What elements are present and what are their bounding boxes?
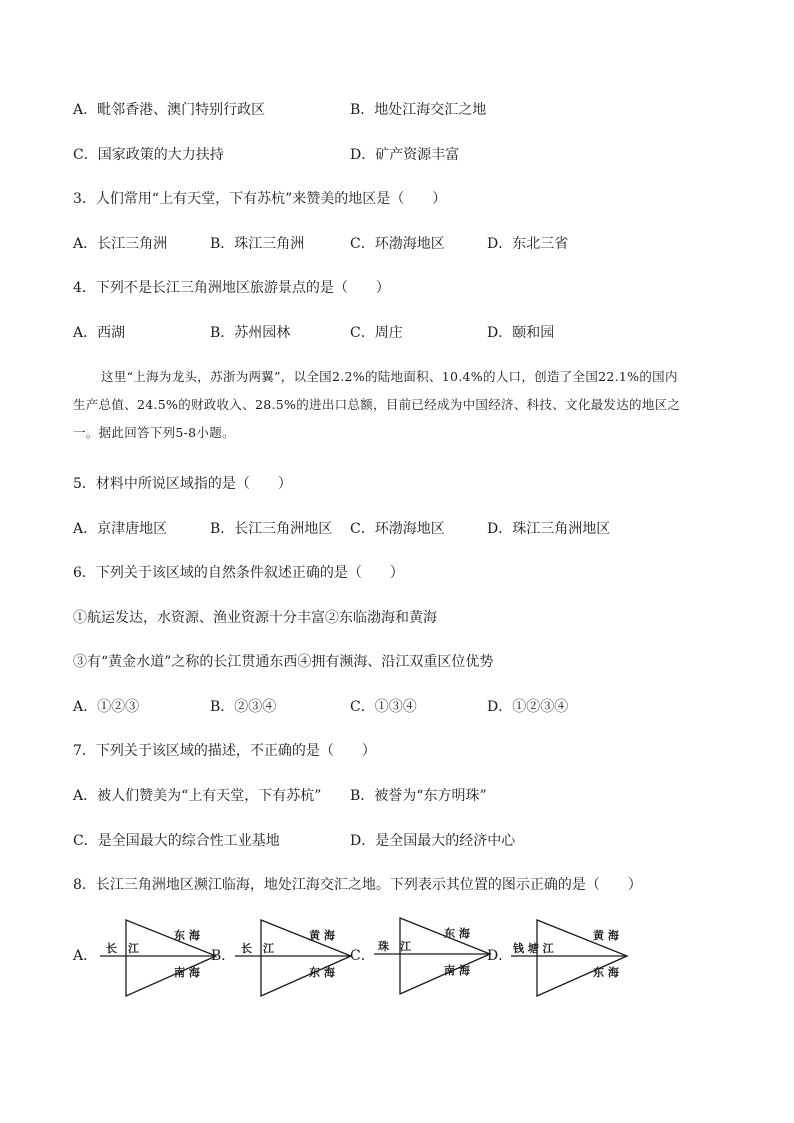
q8-diagram-c-top-sea: 东 海 — [444, 927, 470, 940]
q3-option-a: A．长江三角洲 — [73, 236, 168, 252]
q8-diagram-b-river: 长 江 — [241, 942, 274, 955]
q6-option-d: D．①②③④ — [487, 699, 569, 715]
q8-diagram-b-bottom-sea: 东 海 — [309, 966, 335, 979]
q6-option-b: B．②③④ — [210, 699, 277, 715]
passage-line-3: 一。据此回答下列5-8小题。 — [73, 425, 235, 440]
passage-line-2: 生产总值、24.5%的财政收入、28.5%的进出口总额，目前已经成为中国经济、科技、文化最发达的地区之 — [73, 397, 681, 412]
q3-option-d: D．东北三省 — [487, 236, 569, 252]
q6-option-a: A．①②③ — [73, 699, 140, 715]
q8-diagram-c-bottom-sea: 南 海 — [444, 964, 470, 977]
q5-option-d: D．珠江三角洲地区 — [487, 521, 611, 537]
q4-option-a: A．西湖 — [73, 325, 126, 341]
reading-passage — [73, 363, 723, 447]
q8-diagram-a-river: 长 江 — [106, 942, 139, 955]
q8-diagram-a-letter: A． — [73, 948, 98, 964]
q2-option-c: C．国家政策的大力扶持 — [73, 147, 224, 163]
q6-stem: 6．下列关于该区域的自然条件叙述正确的是（ ） — [73, 565, 404, 581]
q7-option-c: C．是全国最大的综合性工业基地 — [73, 833, 280, 849]
q5-option-a: A．京津唐地区 — [73, 521, 168, 537]
q6-option-c: C．①③④ — [350, 699, 417, 715]
q7-option-a: A．被人们赞美为“上有天堂，下有苏杭” — [73, 788, 322, 804]
passage-line-1: 这里“上海为龙头，苏浙为两翼”，以全国2.2%的陆地面积、10.4%的人口，创造了全国22.1%的国内 — [101, 369, 678, 384]
q4-option-b: B．苏州园林 — [210, 325, 291, 341]
q7-stem: 7．下列关于该区域的描述，不正确的是（ ） — [73, 743, 376, 759]
q8-diagram-a — [98, 916, 223, 1000]
q5-option-b: B．长江三角洲地区 — [210, 521, 333, 537]
q8-diagram-c-river: 珠 江 — [378, 940, 411, 953]
q8-diagram-d — [509, 916, 634, 1000]
q5-option-c: C．环渤海地区 — [350, 521, 445, 537]
q8-diagram-b-letter: B． — [211, 948, 236, 964]
q2-option-d: D．矿产资源丰富 — [350, 147, 460, 163]
q5-stem: 5．材料中所说区域指的是（ ） — [73, 476, 292, 492]
q4-option-c: C．周庄 — [350, 325, 403, 341]
q6-statement-1: ①航运发达，水资源、渔业资源十分丰富②东临渤海和黄海 — [73, 610, 437, 626]
q2-option-a: A．毗邻香港、澳门特别行政区 — [73, 102, 266, 118]
q3-stem: 3．人们常用“上有天堂，下有苏杭”来赞美的地区是（ ） — [73, 191, 447, 207]
q4-stem: 4．下列不是长江三角洲地区旅游景点的是（ ） — [73, 280, 390, 296]
q8-diagram-c — [372, 914, 497, 998]
q8-diagram-a-top-sea: 东 海 — [174, 929, 200, 942]
q8-diagram-b — [233, 916, 358, 1000]
q3-option-b: B．珠江三角洲 — [210, 236, 305, 252]
q8-diagram-d-bottom-sea: 东 海 — [593, 966, 619, 979]
q8-diagram-d-letter: D． — [487, 948, 513, 964]
q2-option-b: B．地处江海交汇之地 — [350, 102, 487, 118]
q8-diagram-c-letter: C． — [350, 948, 375, 964]
q8-diagram-b-top-sea: 黄 海 — [309, 929, 335, 942]
q6-statement-2: ③有“黄金水道”之称的长江贯通东西④拥有濒海、沿江双重区位优势 — [73, 654, 494, 670]
q7-option-d: D．是全国最大的经济中心 — [350, 833, 516, 849]
q8-diagram-d-river: 钱 塘 江 — [513, 942, 554, 955]
q8-diagram-d-top-sea: 黄 海 — [593, 929, 619, 942]
q8-stem: 8．长江三角洲地区濒江临海，地处江海交汇之地。下列表示其位置的图示正确的是（ ） — [73, 877, 642, 893]
q7-option-b: B．被誉为“东方明珠” — [350, 788, 487, 804]
q4-option-d: D．颐和园 — [487, 325, 555, 341]
q3-option-c: C．环渤海地区 — [350, 236, 445, 252]
q8-diagram-a-bottom-sea: 南 海 — [174, 966, 200, 979]
